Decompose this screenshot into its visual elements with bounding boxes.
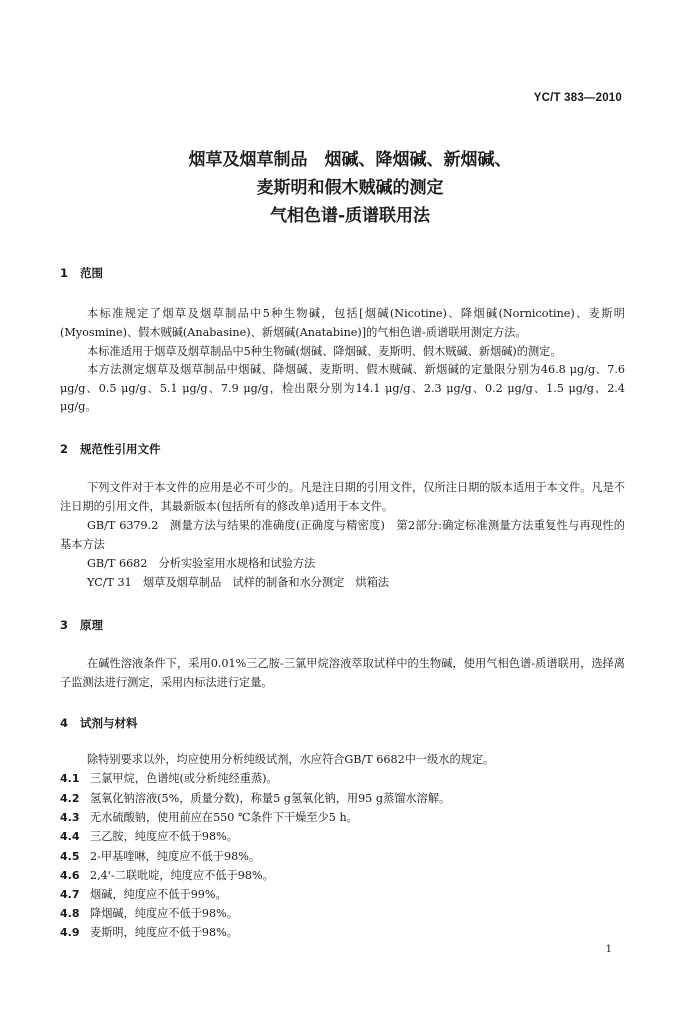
section-3-title: 原理	[80, 618, 103, 632]
reference-item: GB/T 6682 分析实验室用水规格和试验方法	[87, 557, 316, 570]
document-title-line-3: 气相色谱-质谱联用法	[269, 206, 431, 226]
section-4-paragraph-1: 除特别要求以外，均应使用分析纯级试剂，水应符合GB/T 6682中一级水的规定。	[87, 753, 495, 766]
item-number: 4.7	[60, 888, 80, 901]
list-item	[60, 867, 625, 885]
section-2-title: 规范性引用文件	[80, 442, 161, 456]
list-item	[60, 848, 625, 866]
item-number: 4.3	[60, 811, 80, 824]
item-text: 降烟碱，纯度应不低于98%。	[90, 907, 238, 920]
item-number: 4.5	[60, 850, 80, 863]
document-title-line-1: 烟草及烟草制品 烟碱、降烟碱、新烟碱、	[188, 150, 512, 170]
item-text: 氢氧化钠溶液(5%，质量分数)，称量5 g氢氧化钠，用95 g蒸馏水溶解。	[90, 792, 451, 805]
section-4-title: 试剂与材料	[80, 716, 138, 730]
section-4-number: 4	[60, 716, 69, 730]
list-item	[60, 809, 625, 827]
document-title-line-2: 麦斯明和假木贼碱的测定	[256, 178, 444, 198]
list-item	[60, 828, 625, 846]
item-number: 4.9	[60, 926, 80, 939]
list-item	[60, 790, 625, 808]
section-1-heading	[60, 265, 103, 281]
section-2-number: 2	[60, 442, 69, 456]
section-1-paragraph-1: 本标准规定了烟草及烟草制品中5种生物碱，包括[烟碱(Nicotine)、降烟碱(Nornicotine)、麦斯明(Myosmine)、假木贼碱(Anabasine)、新烟碱(Anatabine)]的气相色谱-质谱联用测定方法。	[60, 307, 625, 339]
item-number: 4.2	[60, 792, 80, 805]
section-4-heading	[60, 715, 138, 731]
item-text: 三乙胺，纯度应不低于98%。	[90, 830, 238, 843]
item-number: 4.8	[60, 907, 80, 920]
section-1-paragraph-3: 本方法测定烟草及烟草制品中烟碱、降烟碱、麦斯明、假木贼碱、新烟碱的定量限分别为46.8 μg/g、7.6 μg/g、0.5 μg/g、5.1 μg/g、7.9 μg/g，检出限分别为14.1 μg/g、2.3 μg/g、0.2 μg/g、1.5 μg/g、2.4 μg/g。	[60, 363, 625, 413]
item-number: 4.4	[60, 830, 80, 843]
item-text: 2,4'-二联吡啶，纯度应不低于98%。	[90, 869, 274, 882]
list-item	[60, 924, 625, 942]
item-text: 烟碱，纯度应不低于99%。	[90, 888, 227, 901]
list-item	[60, 886, 625, 904]
reference-item: GB/T 6379.2 测量方法与结果的准确度(正确度与精密度) 第2部分:确定标准测量方法重复性与再现性的基本方法	[60, 519, 625, 551]
list-item	[60, 770, 625, 788]
reference-item: YC/T 31 烟草及烟草制品 试样的制备和水分测定 烘箱法	[87, 576, 390, 589]
standard-code: YC/T 383—2010	[533, 92, 622, 104]
item-text: 三氯甲烷，色谱纯(或分析纯经重蒸)。	[90, 772, 278, 785]
item-number: 4.6	[60, 869, 80, 882]
section-1-paragraph-2: 本标准适用于烟草及烟草制品中5种生物碱(烟碱、降烟碱、麦斯明、假木贼碱、新烟碱)的测定。	[87, 345, 562, 358]
item-text: 无水硫酸钠，使用前应在550 ℃条件下干燥至少5 h。	[90, 811, 358, 824]
section-3-heading	[60, 617, 103, 633]
page-number: 1	[605, 944, 612, 955]
item-text: 麦斯明，纯度应不低于98%。	[90, 926, 238, 939]
section-3-number: 3	[60, 618, 69, 632]
list-item	[60, 905, 625, 923]
section-1-title: 范围	[80, 266, 103, 280]
item-text: 2-甲基喹啉，纯度应不低于98%。	[90, 850, 261, 863]
section-1-number: 1	[60, 266, 69, 280]
section-2-heading	[60, 441, 161, 457]
section-3-paragraph-1: 在碱性溶液条件下，采用0.01%三乙胺-三氯甲烷溶液萃取试样中的生物碱，使用气相色谱-质谱联用，选择离子监测法进行测定，采用内标法进行定量。	[60, 657, 625, 689]
item-number: 4.1	[60, 772, 80, 785]
section-2-paragraph-1: 下列文件对于本文件的应用是必不可少的。凡是注日期的引用文件，仅所注日期的版本适用于本文件。凡是不注日期的引用文件，其最新版本(包括所有的修改单)适用于本文件。	[60, 481, 625, 513]
